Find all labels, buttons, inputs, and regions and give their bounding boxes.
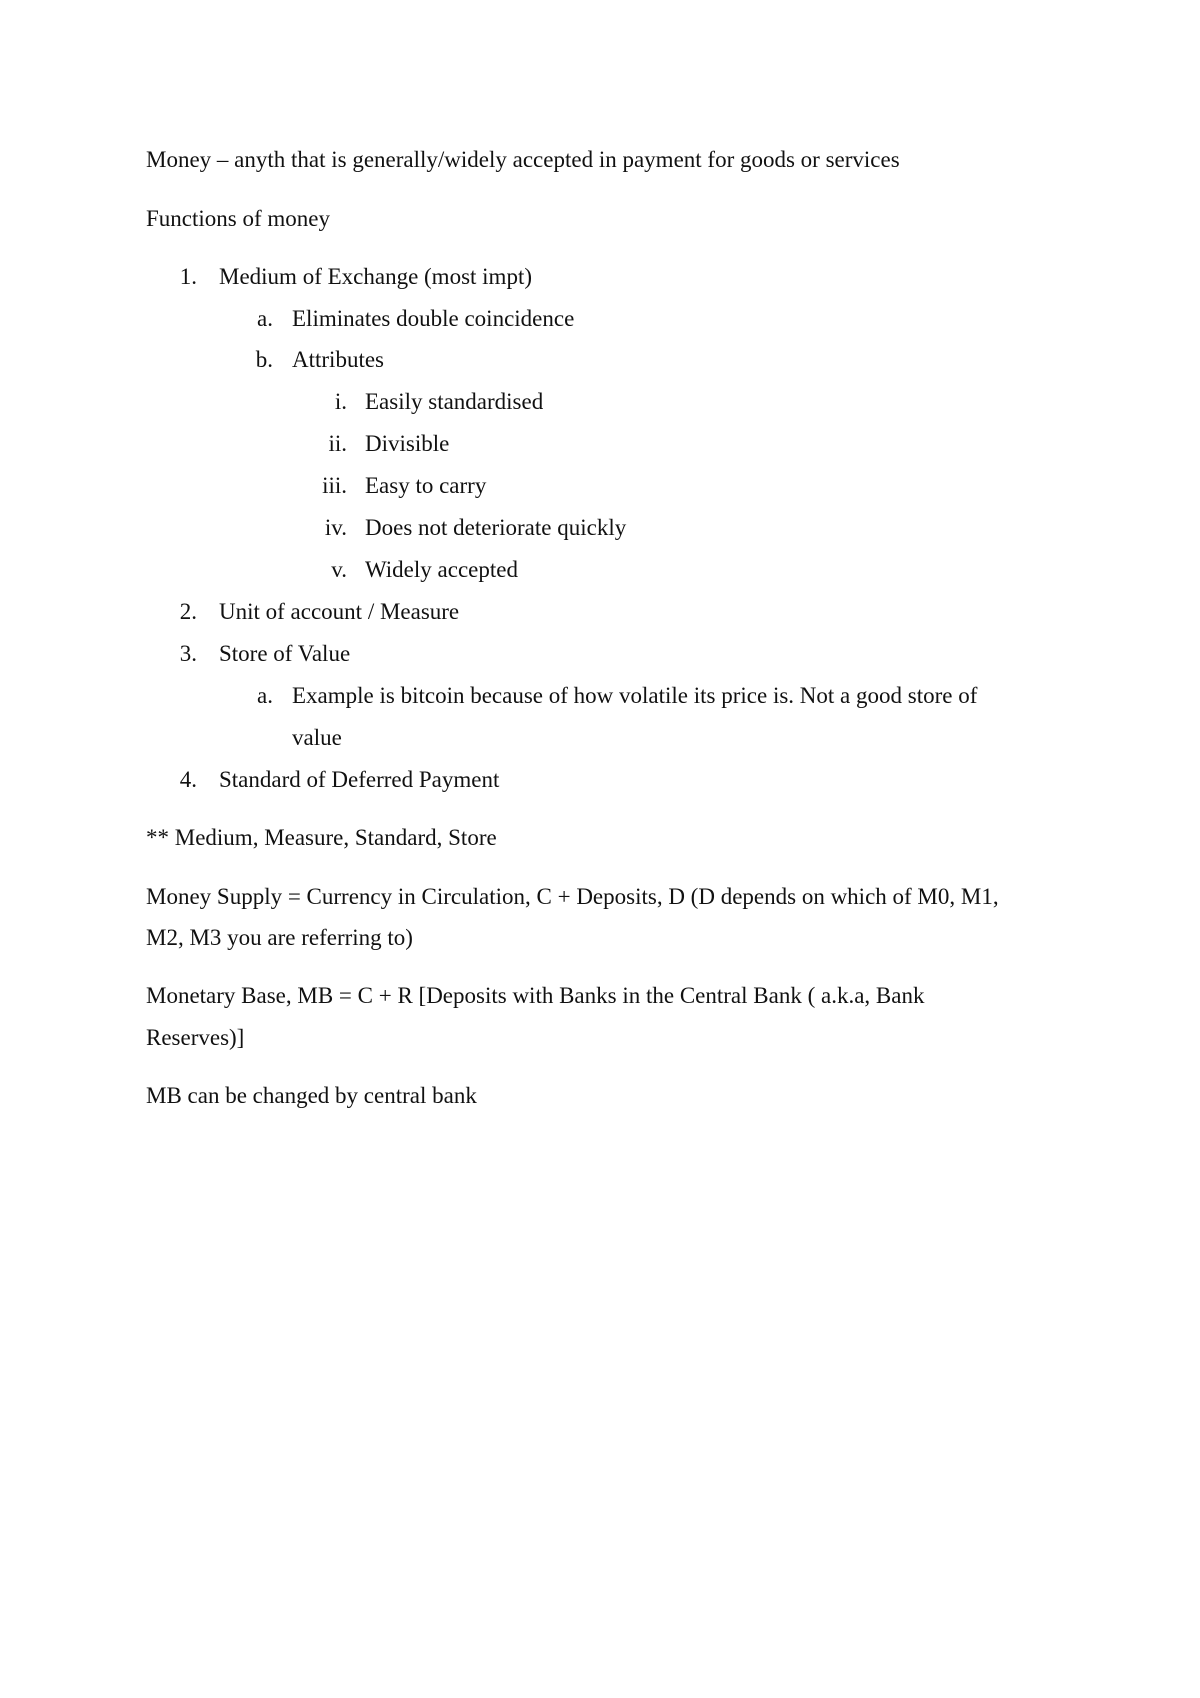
list-item-easy-to-carry: Easy to carry	[365, 473, 487, 498]
list-marker: v.	[331, 557, 347, 582]
list-marker: b.	[255, 347, 273, 372]
list-item-divisible: Divisible	[365, 431, 450, 456]
list-item-attributes: Attributes	[292, 347, 384, 372]
money-definition: Money – anyth that is generally/widely accepted in payment for goods or services	[146, 147, 900, 172]
list-item-standard-of-deferred-payment: Standard of Deferred Payment	[219, 767, 500, 792]
list-marker: iii.	[322, 473, 347, 498]
list-item-eliminates-double-coincidence: Eliminates double coincidence	[292, 306, 575, 331]
functions-heading: Functions of money	[146, 206, 330, 231]
list-item-bitcoin-example-continued: value	[292, 725, 342, 750]
list-marker: ii.	[328, 431, 347, 456]
list-item-medium-of-exchange: Medium of Exchange (most impt)	[219, 264, 532, 289]
money-supply-line1: Money Supply = Currency in Circulation, C + Deposits, D (D depends on which of M0, M1,	[146, 884, 999, 909]
list-marker: 4.	[179, 767, 197, 792]
list-marker: a.	[257, 683, 273, 708]
list-item-bitcoin-example: Example is bitcoin because of how volatile its price is. Not a good store of	[292, 683, 978, 708]
list-item-store-of-value: Store of Value	[219, 641, 351, 666]
mnemonic-note: ** Medium, Measure, Standard, Store	[146, 825, 497, 850]
monetary-base-note: MB can be changed by central bank	[146, 1083, 477, 1108]
list-marker: 3.	[179, 641, 197, 666]
monetary-base-line1: Monetary Base, MB = C + R [Deposits with Banks in the Central Bank ( a.k.a, Bank	[146, 983, 925, 1008]
list-marker: a.	[257, 306, 273, 331]
money-supply-line2: M2, M3 you are referring to)	[146, 925, 413, 950]
list-item-easily-standardised: Easily standardised	[365, 389, 544, 414]
monetary-base-line2: Reserves)]	[146, 1025, 245, 1050]
list-item-widely-accepted: Widely accepted	[365, 557, 518, 582]
list-marker: iv.	[324, 515, 347, 540]
list-item-unit-of-account: Unit of account / Measure	[219, 599, 460, 624]
list-marker: i.	[334, 389, 347, 414]
list-marker: 1.	[179, 264, 197, 289]
list-marker: 2.	[179, 599, 197, 624]
list-item-does-not-deteriorate: Does not deteriorate quickly	[365, 515, 627, 540]
